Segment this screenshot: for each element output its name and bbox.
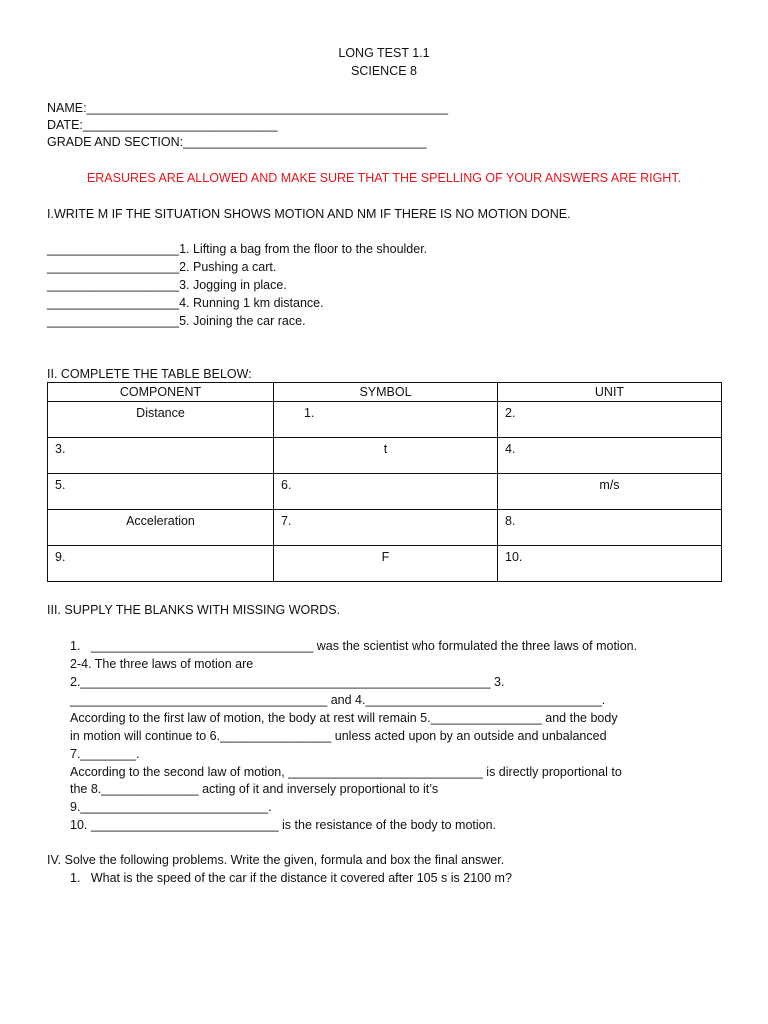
name-field[interactable]: NAME:____________________________________________________ — [47, 101, 449, 115]
table-cell[interactable]: 1. — [274, 402, 498, 438]
part3-line[interactable]: 1. ________________________________ was the scientist who formulated the three laws of motion. — [70, 639, 638, 653]
test-subject: SCIENCE 8 — [351, 64, 417, 78]
table-cell[interactable]: 6. — [274, 474, 498, 510]
table-cell[interactable]: 2. — [498, 402, 722, 438]
table-cell: F — [274, 546, 498, 582]
part3-line[interactable]: the 8.______________ acting of it and inversely proportional to it’s — [70, 782, 439, 796]
table-header-row — [48, 383, 722, 402]
part3-line[interactable]: 2.___________________________________________________________ 3. — [70, 675, 505, 689]
table-row — [48, 402, 722, 438]
column-header: SYMBOL — [274, 383, 498, 402]
components-table — [47, 382, 722, 582]
part3-line[interactable]: According to the second law of motion, ____________________________ is directly proportional to — [70, 765, 622, 779]
column-header: COMPONENT — [48, 383, 274, 402]
table-cell: Acceleration — [48, 510, 274, 546]
part3-line[interactable]: 10. ___________________________ is the resistance of the body to motion. — [70, 818, 497, 832]
part1-heading: I.WRITE M IF THE SITUATION SHOWS MOTION AND NM IF THERE IS NO MOTION DONE. — [47, 207, 571, 221]
table-row — [48, 546, 722, 582]
part1-item[interactable]: ___________________1. Lifting a bag from the floor to the shoulder. — [47, 242, 428, 256]
part3-line[interactable]: in motion will continue to 6.________________ unless acted upon by an outside and unbalanced — [70, 729, 607, 743]
part2-heading: II. COMPLETE THE TABLE BELOW: — [47, 367, 252, 381]
part3-line[interactable]: 9.___________________________. — [70, 800, 272, 814]
part4-problem: 1. What is the speed of the car if the distance it covered after 105 s is 2100 m? — [70, 871, 512, 885]
part3-line[interactable]: 7.________. — [70, 747, 140, 761]
table-cell[interactable]: 3. — [48, 438, 274, 474]
table-cell: t — [274, 438, 498, 474]
table-cell[interactable]: 9. — [48, 546, 274, 582]
table-row — [48, 438, 722, 474]
part1-item[interactable]: ___________________2. Pushing a cart. — [47, 260, 277, 274]
part3-heading: III. SUPPLY THE BLANKS WITH MISSING WORDS. — [47, 603, 341, 617]
table-row — [48, 474, 722, 510]
part1-item[interactable]: ___________________4. Running 1 km distance. — [47, 296, 324, 310]
part3-line[interactable]: _____________________________________ and 4.__________________________________. — [70, 693, 606, 707]
table-cell[interactable]: 8. — [498, 510, 722, 546]
table-cell[interactable]: 10. — [498, 546, 722, 582]
table-cell: m/s — [498, 474, 722, 510]
instruction-text: ERASURES ARE ALLOWED AND MAKE SURE THAT THE SPELLING OF YOUR ANSWERS ARE RIGHT. — [86, 171, 682, 185]
column-header: UNIT — [498, 383, 722, 402]
table-cell[interactable]: 5. — [48, 474, 274, 510]
test-title: LONG TEST 1.1 — [338, 46, 430, 60]
grade-section-field[interactable]: GRADE AND SECTION:___________________________________ — [47, 135, 427, 149]
part3-line: 2-4. The three laws of motion are — [70, 657, 254, 671]
part1-item[interactable]: ___________________3. Jogging in place. — [47, 278, 287, 292]
part4-heading: IV. Solve the following problems. Write the given, formula and box the final answer. — [47, 853, 505, 867]
table-row — [48, 510, 722, 546]
table-cell[interactable]: 7. — [274, 510, 498, 546]
part3-line[interactable]: According to the first law of motion, the body at rest will remain 5.________________ and the body — [70, 711, 618, 725]
date-field[interactable]: DATE:____________________________ — [47, 118, 278, 132]
part1-item[interactable]: ___________________5. Joining the car race. — [47, 314, 306, 328]
table-cell[interactable]: 4. — [498, 438, 722, 474]
table-cell: Distance — [48, 402, 274, 438]
